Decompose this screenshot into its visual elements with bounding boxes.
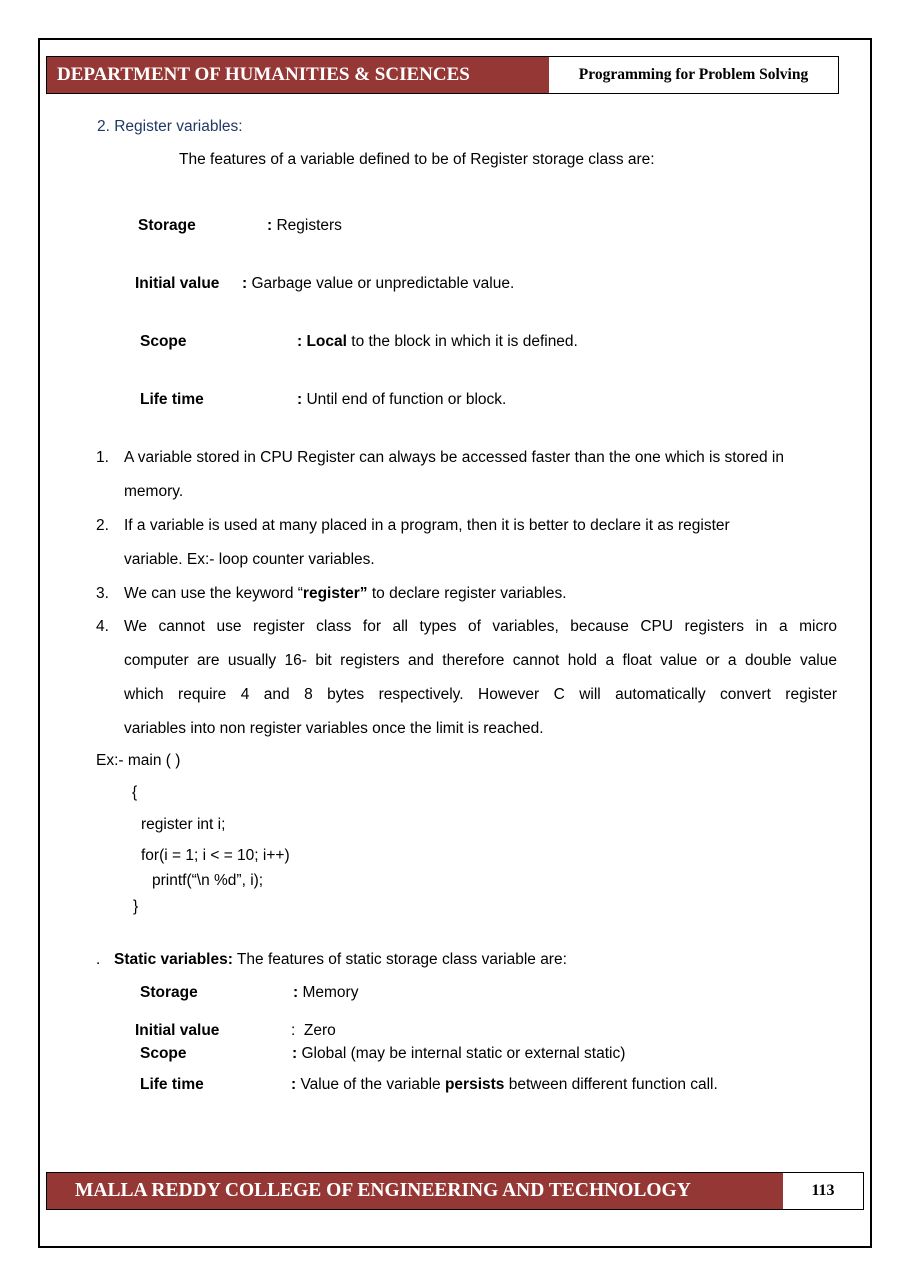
feature-value-initial-value: : Garbage value or unpredictable value.	[242, 275, 515, 292]
code-open-brace: {	[132, 784, 138, 801]
department-title: DEPARTMENT OF HUMANITIES & SCIENCES	[47, 57, 549, 93]
college-name: MALLA REDDY COLLEGE OF ENGINEERING AND TECHNOLOGY	[47, 1173, 783, 1209]
static-feature-value-storage: : Memory	[293, 984, 359, 1001]
register-section-title: 2. Register variables:	[97, 118, 243, 135]
point-number: 3.	[96, 585, 109, 602]
code-close-brace: }	[133, 898, 139, 915]
static-feature-label-scope: Scope	[140, 1045, 187, 1062]
static-feature-value-scope: : Global (may be internal static or external static)	[292, 1045, 626, 1062]
point-number: 1.	[96, 449, 109, 466]
point-text: We can use the keyword “register” to declare register variables.	[124, 585, 567, 602]
static-feature-value-lifetime: : Value of the variable persists between different function call.	[291, 1076, 718, 1093]
point-number: 4.	[96, 618, 109, 635]
point-number: 2.	[96, 517, 109, 534]
feature-value-scope: : Local to the block in which it is defined.	[297, 333, 578, 350]
feature-label-lifetime: Life time	[140, 391, 204, 408]
feature-value-lifetime: : Until end of function or block.	[297, 391, 507, 408]
feature-label-initial-value: Initial value	[135, 275, 220, 292]
feature-label-storage: Storage	[138, 217, 196, 234]
code-line: for(i = 1; i < = 10; i++)	[141, 847, 290, 864]
static-section-bullet: .	[96, 951, 101, 968]
static-feature-label-storage: Storage	[140, 984, 198, 1001]
code-line: register int i;	[141, 816, 226, 833]
static-feature-label-initial-value: Initial value	[135, 1022, 220, 1039]
page-header	[46, 56, 839, 94]
point-text: A variable stored in CPU Register can always be accessed faster than the one which is stored in memory.	[124, 449, 784, 500]
point-text: We cannot use register class for all types of variables, because CPU registers in a micro computer are usually 16- bit registers and therefore cannot hold a float value or a double value which require 4 and 8 bytes respectively. However C will automatically convert register variables into non register variables once the limit is reached.	[124, 618, 837, 737]
static-section-heading: Static variables: The features of static storage class variable are:	[114, 951, 567, 968]
example-label: Ex:- main ( )	[96, 752, 181, 769]
point-text: If a variable is used at many placed in a program, then it is better to declare it as register variable. Ex:- loop counter variables.	[124, 517, 730, 568]
feature-label-scope: Scope	[140, 333, 187, 350]
code-line: printf(“\n %d”, i);	[152, 872, 264, 889]
static-feature-label-lifetime: Life time	[140, 1076, 204, 1093]
feature-value-storage: : Registers	[267, 217, 342, 234]
static-feature-value-initial-value: : Zero	[291, 1022, 336, 1039]
register-intro: The features of a variable defined to be of Register storage class are:	[179, 151, 655, 168]
subject-title: Programming for Problem Solving	[578, 66, 809, 83]
page-number: 113	[811, 1182, 835, 1199]
page-footer	[46, 1172, 864, 1210]
